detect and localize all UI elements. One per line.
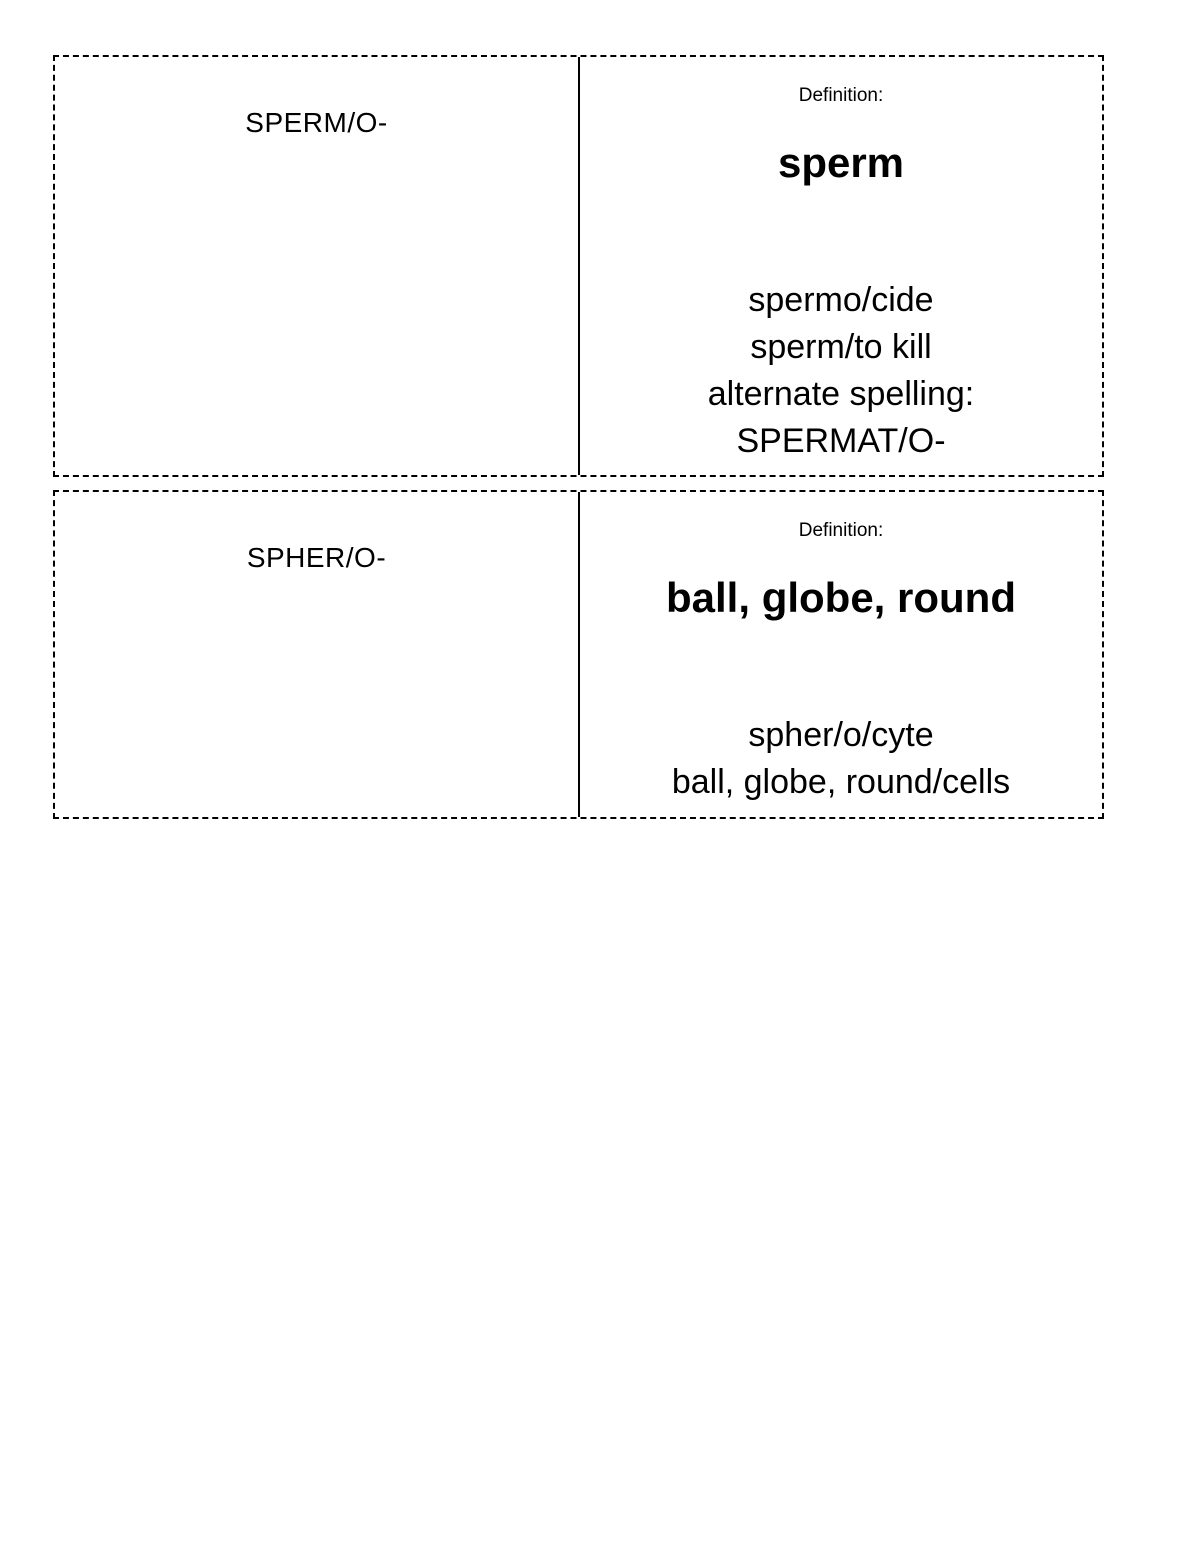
definition: ball, globe, round: [666, 574, 1016, 621]
example-line: alternate spelling:: [707, 375, 975, 413]
definition: sperm: [777, 139, 905, 186]
definition-label: Definition:: [798, 85, 884, 106]
term: SPHER/O-: [246, 542, 387, 573]
flashcard: [53, 490, 1104, 819]
flashcard: [53, 55, 1104, 477]
example-line: ball, globe, round/cells: [671, 763, 1011, 801]
examples: [580, 277, 1102, 465]
example-line: SPERMAT/O-: [736, 422, 946, 460]
card-back: [580, 57, 1102, 475]
examples: [580, 712, 1102, 806]
card-front: [55, 492, 580, 817]
card-back: [580, 492, 1102, 817]
example-line: spermo/cide: [748, 281, 934, 319]
term: SPERM/O-: [245, 107, 388, 138]
example-line: sperm/to kill: [750, 328, 932, 366]
card-front: [55, 57, 580, 475]
definition-label: Definition:: [798, 520, 884, 541]
example-line: spher/o/cyte: [748, 716, 934, 754]
